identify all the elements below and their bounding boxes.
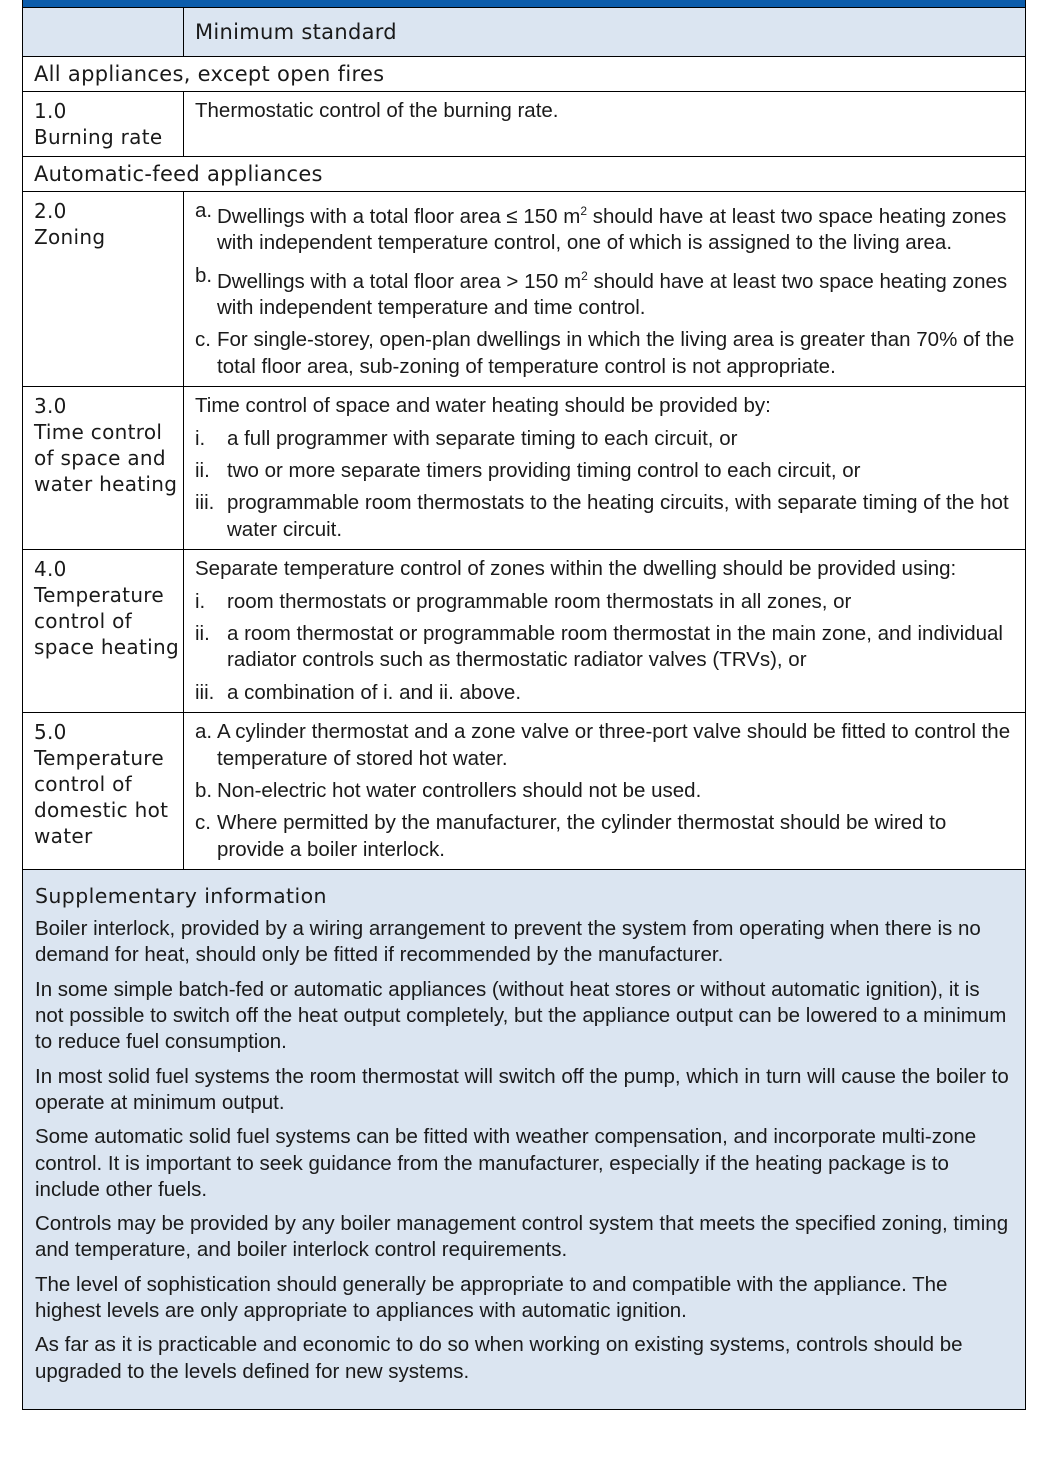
list-item — [195, 589, 1015, 615]
row-intro-text: Separate temperature control of zones within the dwelling should be provided using: — [195, 557, 957, 581]
row-label-cell — [23, 92, 184, 157]
list-marker: a. — [195, 199, 213, 222]
column-heading: Minimum standard — [195, 20, 397, 44]
row-label-cell — [23, 387, 184, 550]
superscript: 2 — [581, 268, 588, 283]
list-item-text: programmable room thermostats to the heating circuits, with separate timing of the hot water circuit. — [227, 491, 1009, 541]
row-intro-text: Time control of space and water heating should be provided by: — [195, 394, 771, 418]
list-item-text: room thermostats or programmable room thermostats in all zones, or — [227, 589, 852, 613]
list-item-text: For single-storey, open-plan dwellings in which the living area is greater than 70% of the total floor area, sub-zoning of temperature control is not appropriate. — [217, 328, 1015, 378]
row-content-cell — [184, 387, 1026, 550]
supplementary-paragraph: Some automatic solid fuel systems can be fitted with weather compensation, and incorporate multi-zone control. It is important to seek guidance from the manufacturer, especially if the heating package is to include other fuels. — [35, 1125, 977, 1201]
supplementary-paragraph: The level of sophistication should generally be appropriate to and compatible with the appliance. The highest levels are only appropriate to appliances with automatic ignition. — [35, 1272, 948, 1323]
section-heading: Automatic-feed appliances — [23, 157, 1026, 192]
row-title: Zoning — [34, 225, 106, 249]
list-item-text: A cylinder thermostat and a zone valve or three-port valve should be fitted to control the temperature of stored hot water. — [217, 720, 1011, 770]
list-item-text: a room thermostat or programmable room thermostat in the main zone, and individual radiator controls such as thermostatic radiator valves (TRVs), or — [227, 621, 1003, 672]
list-item — [195, 490, 1015, 543]
list-marker: c. — [195, 328, 211, 352]
list-marker: a. — [195, 720, 213, 744]
list-item — [195, 621, 1015, 674]
table-row — [23, 192, 1026, 387]
list-item-text: a combination of i. and ii. above. — [227, 680, 522, 704]
list-item — [195, 778, 1015, 804]
list-item-text — [217, 198, 1015, 257]
list-item-text: a full programmer with separate timing to each circuit, or — [227, 426, 738, 450]
list-marker: ii. — [195, 621, 210, 645]
table-row — [23, 92, 1026, 157]
row-label-cell — [23, 192, 184, 387]
table-row — [23, 387, 1026, 550]
standards-table — [22, 7, 1026, 870]
list-marker: c. — [195, 811, 211, 835]
header-minimum-standard — [184, 8, 1026, 57]
list-item — [195, 327, 1015, 380]
list-item — [195, 680, 1015, 706]
table-header-row — [23, 8, 1026, 57]
row-number: 5.0 — [34, 720, 67, 745]
list-marker: i. — [195, 426, 206, 450]
table-row — [23, 550, 1026, 713]
list-marker: ii. — [195, 458, 210, 482]
section-heading: All appliances, except open fires — [23, 57, 1026, 92]
row-number: 1.0 — [34, 99, 67, 123]
list-marker: i. — [195, 589, 206, 613]
list-item-text: two or more separate timers providing timing control to each circuit, or — [227, 458, 861, 482]
supplementary-paragraph: Controls may be provided by any boiler management control system that meets the specified zoning, timing and temperature, and boiler interlock control requirements. — [35, 1212, 1009, 1262]
row-content-cell — [184, 192, 1026, 387]
row-number: 4.0 — [34, 557, 67, 582]
supplementary-paragraph: Boiler interlock, provided by a wiring arrangement to prevent the system from operating when there is no demand for heat, should only be fitted if recommended by the manufacturer. — [35, 917, 981, 967]
list-item — [195, 426, 1015, 452]
list-item-text: Where permitted by the manufacturer, the cylinder thermostat should be wired to provide a boiler interlock. — [217, 811, 947, 861]
table-row — [23, 713, 1026, 870]
row-title: Burning rate — [34, 125, 163, 149]
row-title: Temperature control of domestic hot water — [34, 746, 169, 849]
header-empty-cell — [23, 8, 184, 57]
row-label-cell — [23, 713, 184, 870]
row-number: 3.0 — [34, 394, 67, 419]
list-marker: b. — [195, 778, 213, 802]
supplementary-heading: Supplementary information — [35, 884, 327, 909]
list-item-text: Non-electric hot water controllers should not be used. — [217, 778, 702, 802]
list-item-text-part: should have at least two space heating zones with independent temperature control, one of which is assigned to the living area. — [217, 204, 1007, 255]
list-item-text — [217, 263, 1015, 322]
list-marker: iii. — [195, 491, 215, 515]
header-accent-bar — [22, 0, 1026, 7]
row-content-cell — [184, 713, 1026, 870]
list-item — [195, 458, 1015, 484]
list-marker: b. — [195, 263, 213, 287]
row-title: Time control of space and water heating — [34, 420, 178, 497]
supplementary-paragraph: In most solid fuel systems the room thermostat will switch off the pump, which in turn will cause the boiler to operate at minimum output. — [35, 1064, 1009, 1114]
row-content-cell — [184, 92, 1026, 157]
supplementary-information-box — [22, 870, 1026, 1410]
supplementary-paragraph: As far as it is practicable and economic to do so when working on existing systems, controls should be upgraded to the levels defined for new systems. — [35, 1333, 963, 1383]
section-row — [23, 157, 1026, 192]
list-item-text-part: Dwellings with a total floor area ≤ 150 m — [217, 204, 581, 228]
list-item-text-part: Dwellings with a total floor area > 150 m — [217, 269, 582, 293]
list-marker: iii. — [195, 680, 215, 704]
row-number: 2.0 — [34, 199, 67, 223]
supplementary-paragraph: In some simple batch-fed or automatic appliances (without heat stores or without automatic ignition), it is not possible to switch off the heat output completely, but the appliance output can be lowered to a minimum to reduce fuel consumption. — [35, 977, 1007, 1054]
list-item — [195, 719, 1015, 772]
section-row — [23, 57, 1026, 92]
list-item — [195, 810, 1015, 863]
row-title: Temperature control of space heating — [34, 583, 179, 660]
row-label-cell — [23, 550, 184, 713]
list-item-text-part: should have at least two space heating zones with independent temperature and time control. — [217, 269, 1008, 319]
standards-document — [22, 0, 1026, 1410]
list-item — [195, 263, 1015, 322]
row-intro-text: Thermostatic control of the burning rate. — [195, 99, 559, 122]
row-content-cell — [184, 550, 1026, 713]
list-item — [195, 198, 1015, 257]
superscript: 2 — [580, 204, 588, 218]
